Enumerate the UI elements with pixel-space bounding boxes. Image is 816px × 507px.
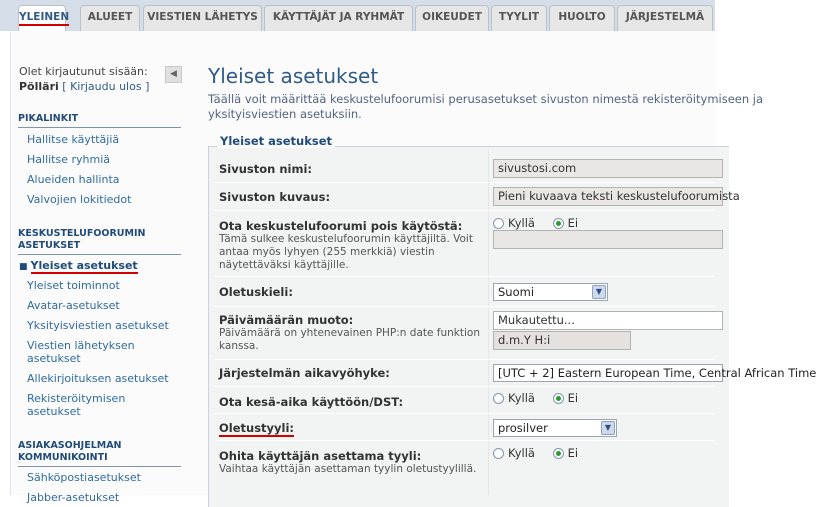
top-tab-bar [0,0,715,31]
tab-label: VIESTIEN LÄHETYS [147,11,258,23]
default-language-label: Oletuskieli: [219,285,293,299]
radio-label: Kyllä [508,216,535,230]
page-description [208,92,764,122]
tab-tyylit[interactable] [491,5,547,31]
sidebar-item-label: Yleiset asetukset [30,259,138,272]
disable-message-input[interactable] [493,230,723,249]
radio-label: Ei [567,216,579,230]
row-divider [214,440,715,441]
sidebar-item-alueiden-hallinta[interactable]: Alueiden hallinta [27,173,120,186]
sidebar-item-yleiset-toiminnot[interactable]: Yleiset toiminnot [27,279,120,292]
select-value: [UTC + 2] Eastern European Time, Central African Time [498,366,816,380]
timezone-select[interactable] [493,364,816,382]
radio-checked-icon[interactable] [553,218,564,229]
tab-yleinen[interactable] [18,5,70,32]
default-style-label [219,421,294,435]
radio-checked-icon[interactable] [553,448,564,459]
row-divider [214,413,715,414]
tab-label: KÄYTTÄJÄT JA RYHMÄT [272,11,405,23]
sidebar-item-rekisteroitymisen-asetukset[interactable]: Rekisteröitymisen asetukset [27,392,126,418]
tab-oikeudet[interactable] [415,5,489,31]
tab-label: HUOLTO [558,11,606,23]
sidebar-item-yleiset-asetukset[interactable] [19,259,174,274]
row-divider [214,359,715,360]
row-divider [214,386,715,387]
description-line: Täällä voit määrittää keskustelufoorumisi perusasetukset sivuston nimestä rekisteröitymiseen ja [208,92,764,106]
radio-label: Ei [567,446,579,460]
override-style-radios [493,446,592,460]
sidebar-item-hallitse-kayttajia[interactable]: Hallitse käyttäjiä [27,133,120,146]
row-divider [214,210,715,211]
sidebar-item-valvojien-lokitiedot[interactable]: Valvojien lokitiedot [27,193,132,206]
tab-alueet[interactable] [80,5,140,31]
tab-label: JÄRJESTELMÄ [625,11,705,23]
radio-icon[interactable] [493,218,504,229]
tab-jarjestelma[interactable] [617,5,713,31]
radio-label: Kyllä [508,446,535,460]
chevron-down-icon: ▼ [592,285,606,299]
sidebar-item-allekirjoituksen-asetukset[interactable]: Allekirjoituksen asetukset [27,372,169,385]
row-divider [214,306,715,307]
sidebar-item-yksityisviestien-asetukset[interactable]: Yksityisviestien asetukset [27,319,169,332]
fieldset-legend: Yleiset asetukset [217,134,335,148]
collapse-sidebar-icon[interactable]: ◀ [165,66,182,83]
sidebar-item-avatar-asetukset[interactable]: Avatar-asetukset [27,299,120,312]
current-bullet-icon: ■ [19,262,28,272]
tab-viestien-lahetys[interactable] [143,5,262,31]
login-info [19,64,179,94]
override-style-no[interactable] [553,446,578,460]
dst-label: Ota kesä-aika käyttöön/DST: [219,395,404,409]
site-name-input[interactable]: sivustosi.com [493,159,723,178]
logout-link[interactable]: [ Kirjaudu ulos ] [62,80,150,93]
date-format-help: Päivämäärä on yhtenevainen PHP:n date funktion kanssa. [219,327,480,352]
default-language-select[interactable] [493,283,608,301]
row-divider [214,276,715,277]
username: Pöllärі [19,80,59,93]
sidebar-item-jabber-asetukset[interactable]: Jabber-asetukset [27,491,120,504]
dst-no[interactable] [553,391,578,405]
tab-label: YLEINEN [19,11,69,26]
section-heading-kommunikointi: ASIAKASOHJELMAN KOMMUNIKOINTI [18,440,181,467]
disable-board-radios [493,216,592,230]
override-style-help: Vaihtaa käyttäjän asettaman tyylin oletustyylillä. [219,463,477,475]
timezone-label: Järjestelmän aikavyöhyke: [219,366,390,380]
tab-label: OIKEUDET [422,11,482,23]
tab-kayttajat-ja-ryhmat[interactable] [264,5,413,31]
custom-date-format-input[interactable]: d.m.Y H:i [493,331,631,350]
disable-board-label: Ota keskustelufoorumi pois käytöstä: [219,219,463,233]
dst-yes[interactable] [493,391,535,405]
disable-board-help: Tämä sulkee keskustelufoorumin käyttäjiltä. Voit antaa myös lyhyen (255 merkkiä) viestin näytettäväksi käyttäjille. [219,233,473,271]
select-value: prosilver [498,421,548,435]
site-description-input[interactable]: Pieni kuvaava teksti keskustelufoorumista [493,187,723,206]
default-style-label-text: Oletustyyli: [219,421,295,435]
sidebar-item-hallitse-ryhmia[interactable]: Hallitse ryhmiä [27,153,111,166]
radio-label: Ei [567,391,579,405]
description-line: yksityisviestien asetuksiin. [208,107,362,121]
sidebar-item-sahkopostiasetukset[interactable]: Sähköpostiasetukset [27,471,141,484]
tab-label: ALUEET [87,11,133,23]
tab-huolto[interactable] [549,5,615,31]
section-heading-pikalinkit: PIKALINKIT [18,113,181,128]
radio-icon[interactable] [493,393,504,404]
disable-board-no[interactable] [553,216,578,230]
select-value: Suomi [498,285,535,299]
date-format-label: Päivämäärän muoto: [219,313,354,327]
login-label: Olet kirjautunut sisään: [19,65,148,78]
column-divider [488,150,489,495]
site-description-label: Sivuston kuvaus: [219,190,331,204]
date-format-select[interactable]: Mukautettu... [493,311,723,330]
override-style-yes[interactable] [493,446,535,460]
section-heading-foorumin-asetukset: KESKUSTELUFOORUMIN ASETUKSET [18,228,181,255]
radio-icon[interactable] [493,448,504,459]
tab-label: TYYLIT [498,11,540,23]
sidebar-item-viestien-lahetyksen-asetukset[interactable]: Viestien lähetyksen asetukset [27,339,135,365]
row-divider [214,182,715,183]
override-style-label: Ohita käyttäjän asettama tyyli: [219,449,422,463]
dst-radios [493,391,592,405]
radio-checked-icon[interactable] [553,393,564,404]
radio-label: Kyllä [508,391,535,405]
page-title: Yleiset asetukset [208,64,379,88]
disable-board-yes[interactable] [493,216,535,230]
site-name-label: Sivuston nimi: [219,162,312,176]
chevron-down-icon: ▼ [601,421,615,435]
default-style-select[interactable] [493,419,617,437]
